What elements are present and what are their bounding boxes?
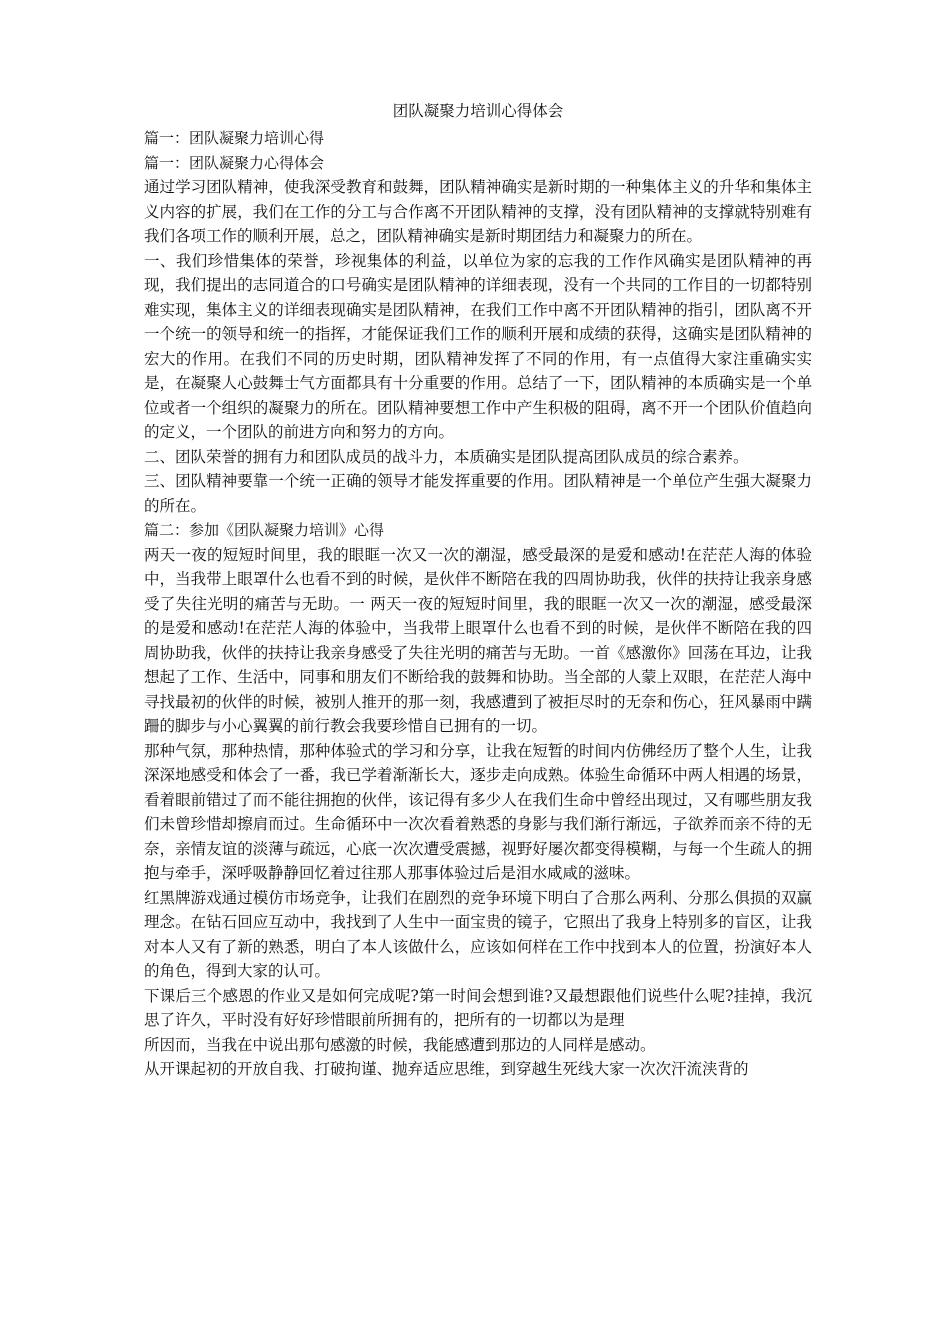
paragraph-8: 下课后三个感恩的作业又是如何完成呢?第一时间会想到谁?又最想跟他们说些什么呢?挂掉，我沉思了许久，平时没有好好珍惜眼前所拥有的，把所有的一切都以为是理: [144, 986, 812, 1029]
document-title: 团队凝聚力培训心得体会: [392, 102, 564, 120]
paragraph-10: 从开课起初的开放自我、打破拘谨、抛弃适应思维，到穿越生死线大家一次次汗流浃背的: [144, 1060, 749, 1078]
paragraph-2: 一、我们珍惜集体的荣誉，珍视集体的利益，以单位为家的忘我的工作作风确实是团队精神的再现，我们提出的志同道合的口号确实是团队精神的详细表现，没有一个共同的工作目的一切都特别难实现，集体主义的详细表现确实是团队精神，在我们工作中离不开团队精神的指引，团队离不开一个统一的领导和统一的指挥，才能保证我们工作的顺利开展和成绩的获得，这确实是团队精神的宏大的作用。在我们不同的历史时期，团队精神发挥了不同的作用，有一点值得大家注重确实实是，在凝聚人心鼓舞士气方面都具有十分重要的作用。总结了一下，团队精神的本质确实是一个单位或者一个组织的凝聚力的所在。团队精神要想工作中产生积极的阻碍，离不开一个团队价值趋向的定义，一个团队的前进方向和努力的方向。: [144, 251, 812, 441]
paragraph-9: 所因而，当我在中说出那句感激的时候，我能感遭到那边的人同样是感动。: [144, 1035, 656, 1054]
paragraph-3: 二、团队荣誉的拥有力和团队成员的战斗力，本质确实是团队提高团队成员的综合素养。: [144, 447, 749, 466]
section-heading-3: 篇二：参加《团队凝聚力培训》心得: [144, 521, 385, 539]
paragraph-6: 那种气氛，那种热情，那种体验式的学习和分享，让我在短暂的时间内仿佛经历了整个人生，让我深深地感受和体会了一番，我已学着渐渐长大，逐步走向成熟。体验生命循环中两人相遇的场景，看着眼前错过了而不能往拥抱的伙伴，该记得有多少人在我们生命中曾经出现过，又有哪些朋友我们未曾珍惜却擦肩而过。生命循环中一次次看着熟悉的身影与我们渐行渐远，子欲养而亲不待的无奈，亲情友谊的淡薄与疏远，心底一次次遭受震撼，视野好屡次都变得模糊，与每一个生疏人的拥抱与牵手，深呼吸静静回忆着过往那人那事体验过后是泪水咸咸的滋味。: [144, 741, 812, 882]
paragraph-4: 三、团队精神要靠一个统一正确的领导才能发挥重要的作用。团队精神是一个单位产生强大凝聚力的所在。: [144, 472, 812, 515]
section-heading-1: 篇一：团队凝聚力培训心得: [144, 129, 325, 147]
document-body: [144, 100, 812, 1082]
section-heading-2: 篇一：团队凝聚力心得体会: [144, 153, 325, 172]
paragraph-7: 红黑牌游戏通过模仿市场竞争，让我们在剧烈的竞争环境下明白了合那么两利、分那么俱损的双赢理念。在钻石回应互动中，我找到了人生中一面宝贵的镜子，它照出了我身上特别多的盲区，让我对本人又有了新的熟悉，明白了本人该做什么，应该如何样在工作中找到本人的位置，扮演好本人的角色，得到大家的认可。: [144, 888, 812, 980]
paragraph-5: 两天一夜的短短时间里，我的眼眶一次又一次的潮湿，感受最深的是爱和感动!在茫茫人海的体验中，当我带上眼罩什么也看不到的时候，是伙伴不断陪在我的四周协助我，伙伴的扶持让我亲身感受了失往光明的痛苦与无助。一 两天一夜的短短时间里，我的眼眶一次又一次的潮湿，感受最深的是爱和感动!在茫茫人海的体验中，当我带上眼罩什么也看不到的时候，是伙伴不断陪在我的四周协助我，伙伴的扶持让我亲身感受了失往光明的痛苦与无助。一首《感激你》回荡在耳边，让我想起了工作、生活中，同事和朋友们不断给我的鼓舞和协助。当全部的人蒙上双眼，在茫茫人海中寻找最初的伙伴的时候，被别人推开的那一刻，我感遭到了被拒尽时的无奈和伤心，狂风暴雨中蹒跚的脚步与小心翼翼的前行教会我要珍惜自已拥有的一切。: [144, 545, 812, 735]
paragraph-1: 通过学习团队精神，使我深受教育和鼓舞，团队精神确实是新时期的一种集体主义的升华和集体主义内容的扩展，我们在工作的分工与合作离不开团队精神的支撑，没有团队精神的支撑就特别难有我们各项工作的顺利开展，总之，团队精神确实是新时期团结力和凝聚力的所在。: [144, 178, 812, 245]
